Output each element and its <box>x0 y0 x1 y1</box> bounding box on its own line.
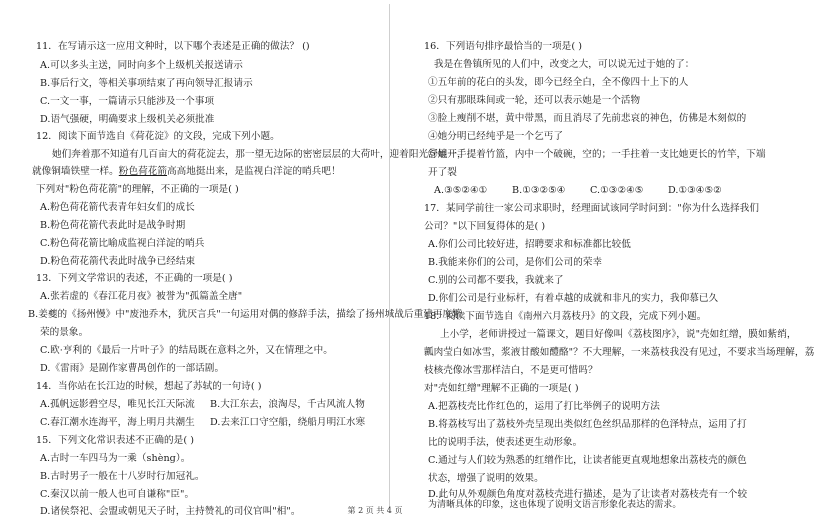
q15-stem: 15．下列文化常识表述不正确的是( ) <box>36 435 195 446</box>
q16-option-c: C.①③②④⑤ <box>590 185 644 196</box>
q13-stem: 13．下列文学常识的表述，不正确的一项是( ) <box>36 273 233 284</box>
q18-option-c-line-2: 状态，增强了说明的效果。 <box>428 473 544 484</box>
q13-option-d: D.《雷雨》是剧作家曹禺创作的一部话剧。 <box>40 363 225 374</box>
q18-option-a: A.把荔枝壳比作红色的，运用了打比举例子的说明方法 <box>428 401 660 412</box>
q15-option-b: B.古时男子一般在十八岁时行加冠礼。 <box>40 471 205 482</box>
q18-option-d-line-1: D.此句从外观颜色角度对荔枝壳进行描述，是为了让读者对荔枝壳有一个较 <box>428 489 748 500</box>
q13-option-a: A.张若虚的《春江花月夜》被誉为"孤篇盖全唐" <box>40 291 243 302</box>
q18-passage-line-1: 上小学，老师讲授过一篇课文，题目好像叫《荔枝图序》，说"壳如红缯，膜如紫绡， <box>440 329 797 340</box>
q14-option-b: B.大江东去，浪淘尽，千古风流人物 <box>210 399 365 410</box>
q18-option-b-line-2: 比的说明手法，使表述更生动形象。 <box>428 437 583 448</box>
q17-stem-line-2: 公司？"以下回复得体的是( ) <box>424 221 546 232</box>
q12-option-b: B.粉色荷花箭代表此时是战争时期 <box>40 220 186 231</box>
q15-option-d: D.诸侯祭祀、会盟或朝见天子时，主持赞礼的司仪官叫"相"。 <box>40 506 301 517</box>
q16-stem: 16．下列语句排序最恰当的一项是( ) <box>424 41 583 52</box>
q18-passage-line-3: 枝核壳像冰雪那样洁白，不是更可惜吗？ <box>424 365 598 376</box>
q16-sentence-4: ④她分明已经纯乎是一个乞丐了 <box>428 131 564 142</box>
q18-prompt: 对"壳如红缯"理解不正确的一项是( ) <box>424 383 579 394</box>
underlined-phrase: 粉色荷花箭 <box>118 166 168 177</box>
q12-option-c: C.粉色荷花箭比喻成监视白洋淀的哨兵 <box>40 238 205 249</box>
q14-option-c: C.春江潮水连海平，海上明月共潮生 <box>40 417 195 428</box>
q12-option-d: D.粉色荷花箭代表此时战争已经结束 <box>40 256 196 267</box>
q11-option-d: D.语气强硬，明确要求上级机关必须批准 <box>40 114 215 125</box>
q11-option-a: A.可以多头主送，同时向多个上级机关报送请示 <box>40 60 243 71</box>
q13-option-c: C.欧·亨利的《最后一片叶子》的结局既在意料之外，又在情理之中。 <box>40 345 333 356</box>
q11-stem: 11．在写请示这一应用文种时，以下哪个表述是正确的做法？ () <box>36 41 310 52</box>
q17-option-c: C.别的公司都不要我，我就来了 <box>428 275 564 286</box>
q16-option-b: B.①③②⑤④ <box>512 185 566 196</box>
q17-option-d: D.你们公司是行业标杆，有着卓越的成就和非凡的实力，我仰慕已久 <box>428 293 719 304</box>
q15-option-a: A.古时一车四马为一乘（shèng）。 <box>40 453 191 464</box>
q17-option-b: B.我能来你们的公司，是你们公司的荣幸 <box>428 257 603 268</box>
q18-stem: 18．阅读下面节选自《南州六月荔枝丹》的文段，完成下列小题。 <box>424 311 707 322</box>
q16-intro: 我是在鲁镇所见的人们中，改变之大，可以说无过于她的了： <box>434 59 695 70</box>
q12-option-a: A.粉色荷花箭代表青年妇女们的成长 <box>40 202 195 213</box>
q16-sentence-5-line-1: ⑤她一手提着竹篮，内中一个破碗，空的；一手拄着一支比她更长的竹竿，下端 <box>428 149 766 160</box>
q14-option-a: A.孤帆远影碧空尽，唯见长江天际流 <box>40 399 195 410</box>
q13-option-b-line-2: 荣的景象。 <box>40 327 89 338</box>
page-number: 第 2 页 共 4 页 <box>347 506 403 515</box>
q11-option-c: C.一文一事，一篇请示只能涉及一个事项 <box>40 96 215 107</box>
q18-option-c-line-1: C.通过与人们较为熟悉的红缯作比，让读者能更直观地想象出荔枝壳的颜色 <box>428 455 747 466</box>
q16-sentence-1: ①五年前的花白的头发，即今已经全白，全不像四十上下的人 <box>428 77 689 88</box>
q11-option-b: B.事后行文，等相关事项结束了再向领导汇报请示 <box>40 78 253 89</box>
q17-stem-line-1: 17．某同学前往一家公司求职时，经理面试该同学时问到："你为什么选择我们 <box>424 203 760 214</box>
q12-passage-line-1: 她们奔着那不知道有几百亩大的荷花淀去，那一望无边际的密密层层的大荷叶，迎着阳光舒展开， <box>52 149 467 160</box>
q17-option-a: A.你们公司比较好进，招聘要求和标准都比较低 <box>428 239 631 250</box>
q16-sentence-5-line-2: 开了裂 <box>428 167 457 178</box>
q16-sentence-3: ③脸上瘦削不堪，黄中带黑，而且消尽了先前悲哀的神色，仿佛是木刻似的 <box>428 113 747 124</box>
q16-sentence-2: ②只有那眼珠间或一轮，还可以表示她是一个活物 <box>428 95 641 106</box>
column-divider <box>389 4 390 508</box>
q16-option-d: D.①③④⑤② <box>668 185 722 196</box>
q12-passage-line-2: 就像铜墙铁壁一样。粉色荷花箭高高地挺出来，是监视白洋淀的哨兵吧！ <box>32 166 341 177</box>
q15-option-c: C.秦汉以前一般人也可自谦称"臣"。 <box>40 489 195 500</box>
q18-option-d-line-2: 为清晰具体的印象，这也体现了说明文语言形象化表达的需求。 <box>428 500 682 510</box>
q13-option-b-line-1: B.姜夔的《扬州慢》中"废池乔木，犹厌言兵"一句运用对偶的修辞手法，描绘了扬州城战后重建再度繁 <box>28 309 462 320</box>
q18-option-b-line-1: B.将荔枝写出了荔枝外壳呈现出类似红色丝织品那样的色泽特点，运用了打 <box>428 419 747 430</box>
q12-prompt: 下列对"粉色荷花箭"的理解，不正确的一项是( ) <box>36 184 239 195</box>
q16-option-a: A.③⑤②④① <box>434 185 488 196</box>
q12-stem: 12．阅读下面节选自《荷花淀》的文段，完成下列小题。 <box>36 131 280 142</box>
q18-passage-line-2: 瓤肉莹白如冰雪，浆液甘酸如醴酪"？不大理解，一来荔枝我没有见过，不要求当场理解，荔 <box>424 347 814 358</box>
q14-stem: 14．当你站在长江边的时候，想起了苏轼的一句诗( ) <box>36 381 262 392</box>
q14-option-d: D.去来江口守空船，绕船月明江水寒 <box>210 417 366 428</box>
